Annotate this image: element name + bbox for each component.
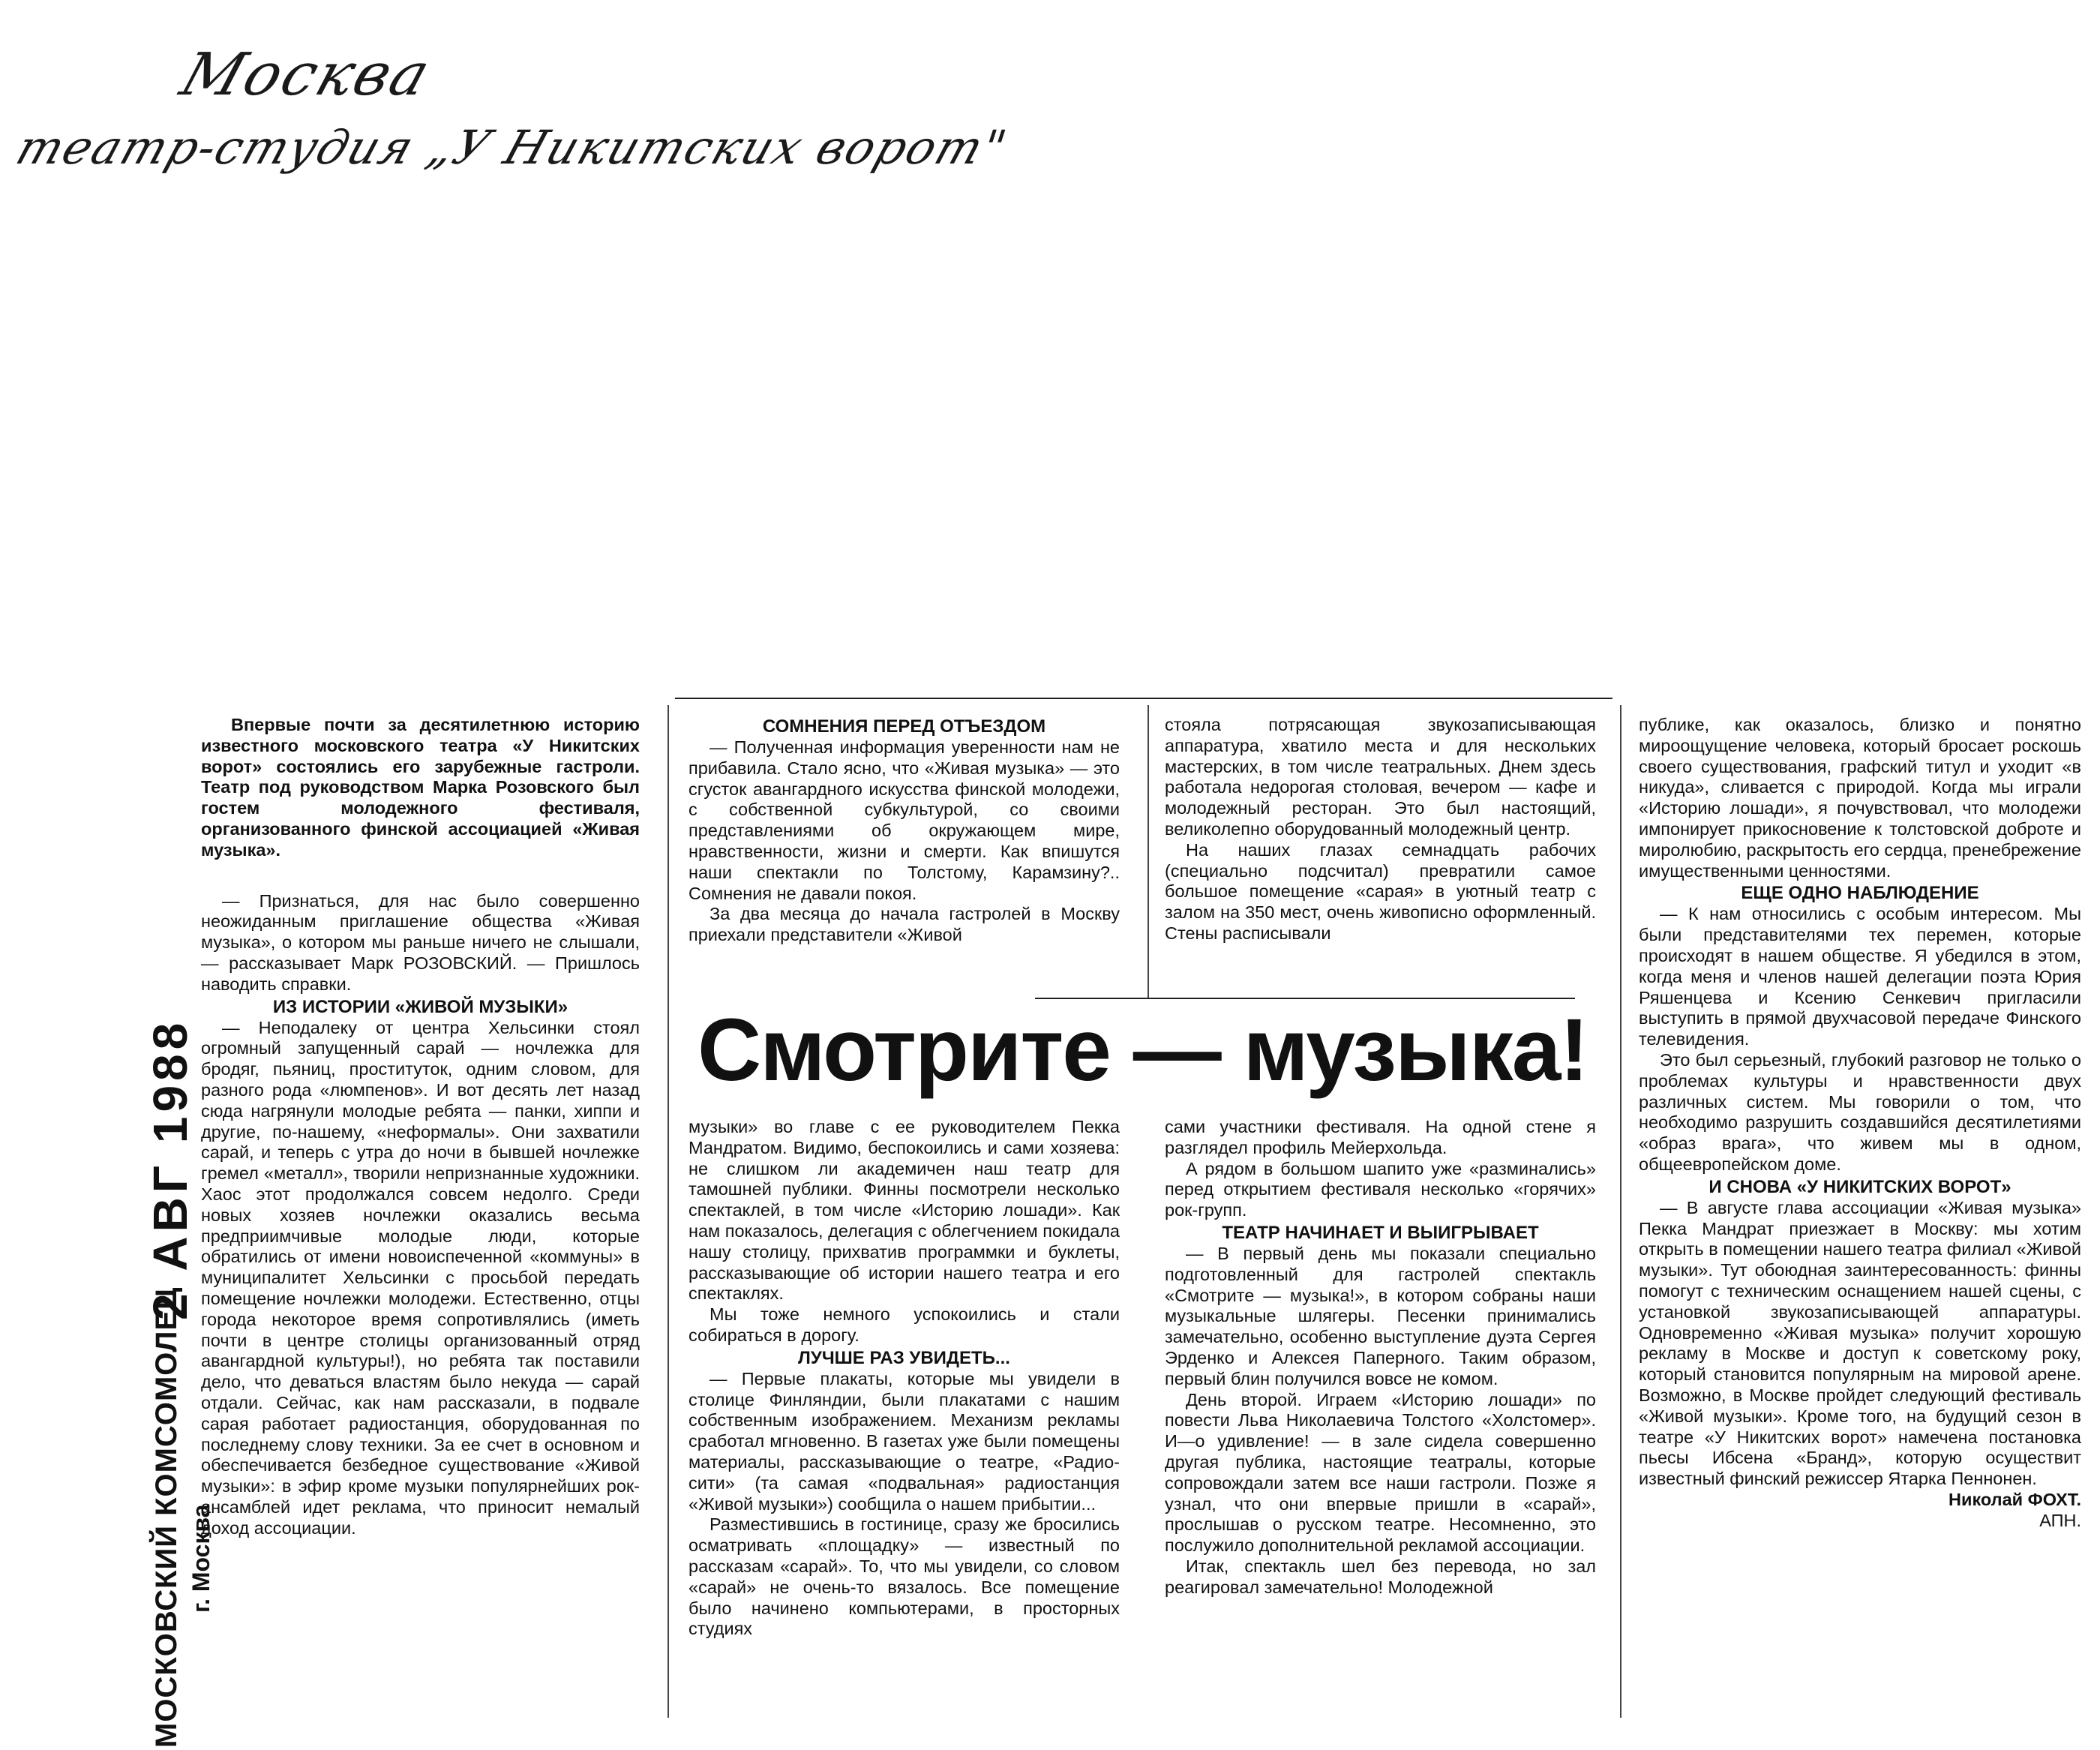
article-lead: Впервые почти за десятилетнюю историю известного московского театра «У Никитских ворот» состоялись его зарубежные гастроли. Театр под руководством Марка Розовского был гостем молодежного фестиваля, организованного финской ассоциацией «Живая музыка». [201, 715, 640, 860]
article-column-3-bottom [1165, 1117, 1596, 1598]
news-agency: АПН. [2039, 1510, 2081, 1530]
article-paragraph: музыки» во главе с ее руководителем Пекка Мандратом. Видимо, беспокоились и сами хозяева: не слишком ли академичен наш театр для тамошней публики. Финны посмотрели несколько спектаклей, в том числе «Историю лошади». Как нам показалось, делегация с облегчением покидала нашу столицу, прихватив программки и буклеты, рассказывающие об истории нашего театра и его спектаклях. [688, 1117, 1120, 1304]
section-heading: ЛУЧШЕ РАЗ УВИДЕТЬ... [798, 1347, 1010, 1368]
newspaper-stamp: МОСКОВСКИЙ КОМСОМОЛЕЦ [150, 1286, 183, 1748]
article-paragraph: — Первые плакаты, которые мы увидели в столице Финляндии, были плакатами с нашим собственным изображением. Механизм рекламы сработал мгновенно. В газетах уже были помещены материалы, рассказывающие о театре, «Радио-сити» (та самая «подвальная» радиостанция «Живой музыки») сообщила о нашем прибытии... [688, 1368, 1120, 1514]
article-headline: Смотрите — музыка! [698, 1001, 1588, 1100]
article-column-2-bottom [688, 1117, 1120, 1640]
article-paragraph: — В августе глава ассоциации «Живая музыка» Пекка Мандрат приезжает в Москву: мы хотим открыть в помещении нашего театра филиал «Живой музыки». Тут обоюдная заинтересованность: финны помогут с техническим оснащением нашей сцены, с установкой звукозаписывающей аппаратуры. Одновременно «Живая музыка» получит хорошую рекламу в Москве и доступ к советскому року, который становится популярным на мировой арене. Возможно, в Москве пройдет следующий фестиваль «Живой музыки». Кроме того, на будущий сезон в театре «У Никитских ворот» намечена постановка пьесы Ибсена «Бранд», которую осуществит известный финский режиссер Ятарка Пеннонен. [1639, 1197, 2081, 1489]
article-paragraph: сами участники фестиваля. На одной стене я разглядел профиль Мейерхольда. [1165, 1117, 1596, 1157]
section-heading: ТЕАТР НАЧИНАЕТ И ВЫИГРЫВАЕТ [1222, 1222, 1539, 1243]
newspaper-city-stamp: г. Москва [188, 1504, 214, 1613]
article-paragraph: — В первый день мы показали специально подготовленный для гастролей спектакль «Смотрите — музыка!», в котором собраны наши музыкальные шлягеры. Песенки принимались замечательно, особенно выступление дуэта Сергея Эрденко и Алексея Паперного. Таким образом, первый блин получился вовсе не комом. [1165, 1243, 1596, 1388]
article-paragraph: Это был серьезный, глубокий разговор не только о проблемах культуры и нравственности двух различных систем. Мы говорили о том, что необходимо разрушить создавшийся десятилетиями «образ врага», что живем мы в одном, общеевропейском доме. [1639, 1049, 2081, 1174]
article-paragraph: День второй. Играем «Историю лошади» по повести Льва Николаевича Толстого «Холстомер». И—о удивление! — в зале сидела совершенно другая публика, настоящие театралы, которые сопровождали затем все наши гастроли. Позже я узнал, что они впервые пришли в «сарай», прослышав о русском театре. Несомненно, это послужило дополнительной рекламой ассоциации. [1165, 1389, 1596, 1556]
article-paragraph: За два месяца до начала гастролей в Москву приехали представители «Живой [688, 904, 1120, 945]
handwritten-theatre-note: театр-студия „У Никитских ворот" [10, 120, 1015, 175]
article-column-1 [201, 715, 640, 1538]
column-divider [1148, 705, 1149, 998]
article-column-4 [1639, 715, 2081, 1531]
article-column-3-top [1165, 715, 1596, 944]
section-heading: ИЗ ИСТОРИИ «ЖИВОЙ МУЗЫКИ» [272, 996, 568, 1017]
article-paragraph: стояла потрясающая звукозаписывающая аппаратура, хватило места и для нескольких мастерских, в том числе театральных. Днем здесь работала недорогая столовая, вечером — кафе и молодежный ресторан. Это был настоящий, великолепно оборудованный молодежный центр. [1165, 715, 1596, 839]
article-paragraph: — Полученная информация уверенности нам не прибавила. Стало ясно, что «Живая музыка» — это сгусток авангардного искусства финской молодежи, с собственной субкультурой, со своими представлениями об окружающем мире, нравственности, жизни и смерти. Как впишутся наши спектакли по Толстому, Карамзину?.. Сомнения не давали покоя. [688, 737, 1120, 903]
date-stamp: 2 АВГ 1988 [143, 1018, 197, 1320]
article-paragraph: А рядом в большом шапито уже «разминались» перед открытием фестиваля несколько «горячих» рок-групп. [1165, 1158, 1596, 1220]
top-rule [675, 698, 1612, 699]
handwritten-city-note: Москва [172, 41, 440, 109]
author-signature: Николай ФОХТ. [1948, 1489, 2081, 1509]
article-paragraph: — Неподалеку от центра Хельсинки стоял огромный запущенный сарай — ночлежка для бродяг, пьяниц, проституток, одним словом, для разного рода «люмпенов». И вот десять лет назад сюда нагрянули молодые ребята — панки, хиппи и другие, по-нашему, «неформалы». Они захватили сарай, и теперь с утра до ночи в бывшей ночлежке гремел «металл», творили непризнанные художники. Хаос этот продолжался совсем недолго. Среди новых хозяев ночлежки оказались весьма предприимчивые молодые люди, которые обратились от имени новоиспеченной «коммуны» в муниципалитет Хельсинки с просьбой передать помещение ночлежки молодежи. Естественно, отцы города некоторое время сопротивлялись (иметь почти в центре столицы организованный отряд авангардной культуры!), но ребята так поставили дело, что деваться властям было некуда — сарай отдали. Сейчас, как нам рассказали, в подвале сарая работает радиостанция, оборудованная по последнему слову техники. За ее счет в основном и обеспечивается безбедное существование «Живой музыки»: в эфир кроме музыки популярнейших рок-ансамблей идет реклама, что приносит немалый доход ассоциации. [201, 1017, 640, 1538]
article-paragraph: На наших глазах семнадцать рабочих (специально подсчитал) превратили самое большое помещение «сарая» в уютный театр с залом на 350 мест, очень живописно оформленный. Стены расписывали [1165, 839, 1596, 943]
article-paragraph: публике, как оказалось, близко и понятно мироощущение человека, который бросает роскошь своего существования, графский титул и уходит «в никуда», сливается с природой. Когда мы играли «Историю лошади», я почувствовал, что молодежи импонирует прикосновение к толстовской доброте и миролюбию, раскрытость его сердца, пренебрежение имущественными ценностями. [1639, 715, 2081, 881]
article-paragraph: Разместившись в гостинице, сразу же бросились осматривать «площадку» — известный по рассказам «сарай». То, что мы увидели, со словом «сарай» не очень-то вязалось. Все помещение было начинено компьютерами, в просторных студиях [688, 1514, 1120, 1639]
article-paragraph: Итак, спектакль шел без перевода, но зал реагировал замечательно! Молодежной [1165, 1556, 1596, 1597]
article-paragraph: — Признаться, для нас было совершенно неожиданным приглашение общества «Живая музыка», о котором мы раньше ничего не слышали, — рассказывает Марк РОЗОВСКИЙ. — Пришлось наводить справки. [201, 890, 640, 994]
article-paragraph: Мы тоже немного успокоились и стали собираться в дорогу. [688, 1304, 1120, 1345]
article-paragraph: — К нам относились с особым интересом. Мы были представителями тех перемен, которые происходят в нашем обществе. Я убедился в этом, когда меня и членов нашей делегации поэта Юрия Ряшенцева и Ксению Сенкевич пригласили выступить в прямой двухчасовой передаче Финского телевидения. [1639, 904, 2081, 1049]
section-heading: И СНОВА «У НИКИТСКИХ ВОРОТ» [1708, 1176, 2012, 1197]
column-divider [1620, 705, 1622, 1718]
section-heading: ЕЩЕ ОДНО НАБЛЮДЕНИЕ [1741, 883, 1979, 904]
section-heading: СОМНЕНИЯ ПЕРЕД ОТЪЕЗДОМ [762, 716, 1046, 737]
article-column-2-top [688, 715, 1120, 946]
column-divider [668, 705, 669, 1718]
